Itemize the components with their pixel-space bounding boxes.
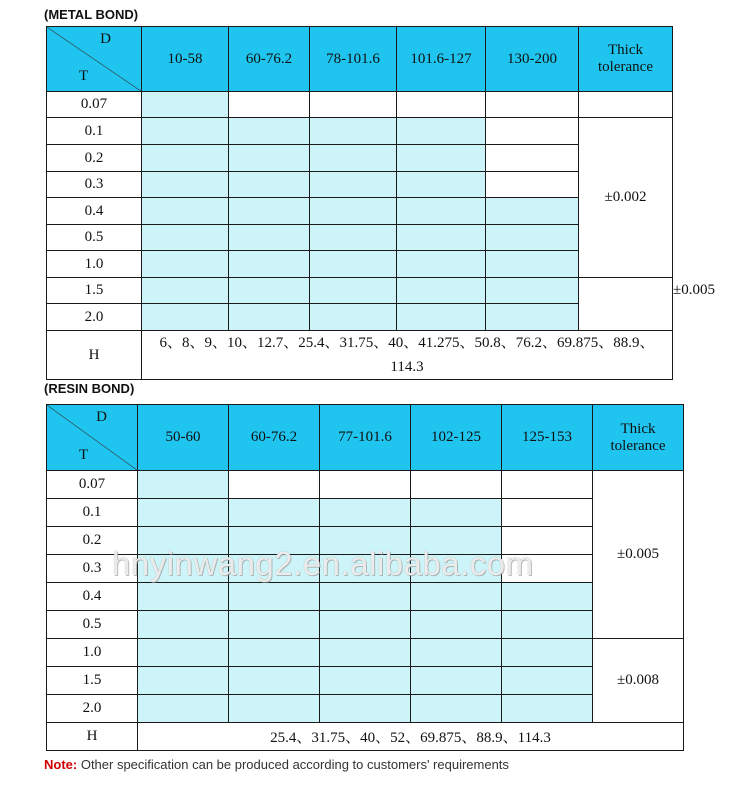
- available-cell: [320, 639, 411, 667]
- empty-cell: [411, 471, 502, 499]
- available-cell: [411, 583, 502, 611]
- available-cell: [502, 611, 593, 639]
- available-cell: [411, 695, 502, 723]
- empty-cell: [486, 172, 579, 198]
- available-cell: [142, 304, 229, 331]
- available-cell: [502, 667, 593, 695]
- empty-cell: [320, 471, 411, 499]
- available-cell: [411, 499, 502, 527]
- h-values: [142, 331, 673, 380]
- available-cell: [229, 583, 320, 611]
- available-cell: [142, 198, 229, 225]
- metal-bond-heading: (METAL BOND): [44, 7, 139, 22]
- metal-bond-table: D T 10-58 60-76.2 78-101.6 101.6-127 130-200 Thick tolerance 0.07 0.1 ±0.002 0.2 0.3 0.4 0.5 1.0 ±0.005 1.5 2.0 H 6、8、9、10、12.7、25.4、31.75、40、41.275、50.8、76.2、69.875、88.9、 114.3: [46, 26, 673, 380]
- thickness-cell: 0.4: [47, 198, 142, 225]
- thickness-cell: 0.3: [47, 172, 142, 198]
- diameter-label: D: [96, 409, 107, 425]
- resin-bond-heading: (RESIN BOND): [44, 381, 135, 396]
- available-cell: [320, 695, 411, 723]
- available-cell: [310, 198, 397, 225]
- available-cell: [229, 198, 310, 225]
- note-label: Note:: [44, 757, 78, 772]
- available-cell: [229, 278, 310, 304]
- available-cell: [138, 611, 229, 639]
- thickness-cell: 2.0: [47, 304, 142, 331]
- available-cell: [486, 251, 579, 278]
- available-cell: [138, 639, 229, 667]
- thickness-label: T: [79, 447, 89, 463]
- thickness-cell: 0.07: [47, 471, 138, 499]
- available-cell: [310, 225, 397, 251]
- thickness-cell: 1.5: [47, 278, 142, 304]
- available-cell: [320, 667, 411, 695]
- thickness-cell: 0.2: [47, 145, 142, 172]
- available-cell: [502, 639, 593, 667]
- thickness-cell: 0.1: [47, 118, 142, 145]
- available-cell: [142, 225, 229, 251]
- available-cell: [142, 92, 229, 118]
- thickness-cell: 0.5: [47, 611, 138, 639]
- available-cell: [320, 611, 411, 639]
- column-header: 78-101.6: [310, 27, 397, 92]
- empty-cell: [502, 471, 593, 499]
- available-cell: [320, 583, 411, 611]
- available-cell: [411, 639, 502, 667]
- available-cell: [486, 225, 579, 251]
- available-cell: [229, 611, 320, 639]
- available-cell: [310, 251, 397, 278]
- available-cell: [229, 225, 310, 251]
- h-values: 25.4、31.75、40、52、69.875、88.9、114.3: [138, 723, 684, 751]
- available-cell: [397, 172, 486, 198]
- note: [44, 757, 509, 772]
- available-cell: [138, 471, 229, 499]
- available-cell: [310, 278, 397, 304]
- watermark: hnyinwang2.en.alibaba.com: [112, 545, 534, 582]
- available-cell: [142, 251, 229, 278]
- header-corner-d-t: [47, 27, 142, 92]
- thickness-cell: 1.5: [47, 667, 138, 695]
- thickness-cell: 2.0: [47, 695, 138, 723]
- available-cell: [229, 172, 310, 198]
- empty-cell: [579, 92, 673, 118]
- empty-cell: [310, 92, 397, 118]
- available-cell: [142, 118, 229, 145]
- available-cell: [310, 304, 397, 331]
- available-cell: [397, 278, 486, 304]
- available-cell: [310, 172, 397, 198]
- empty-cell: [486, 92, 579, 118]
- available-cell: [397, 118, 486, 145]
- diameter-label: D: [100, 31, 111, 47]
- available-cell: [502, 695, 593, 723]
- column-header: 60-76.2: [229, 27, 310, 92]
- available-cell: [229, 118, 310, 145]
- thickness-cell: 0.5: [47, 225, 142, 251]
- column-header: 10-58: [142, 27, 229, 92]
- available-cell: [397, 145, 486, 172]
- available-cell: [229, 499, 320, 527]
- available-cell: [310, 118, 397, 145]
- available-cell: [229, 304, 310, 331]
- column-header: 102-125: [411, 405, 502, 471]
- available-cell: [138, 583, 229, 611]
- column-header: 101.6-127: [397, 27, 486, 92]
- thickness-cell: 0.2: [47, 527, 138, 555]
- available-cell: [397, 251, 486, 278]
- tolerance-header-line: tolerance: [610, 437, 666, 454]
- available-cell: [142, 145, 229, 172]
- tolerance-header-line: tolerance: [598, 59, 653, 75]
- thick-tolerance-header: [593, 405, 684, 471]
- h-label: H: [47, 331, 142, 380]
- available-cell: [486, 278, 579, 304]
- available-cell: [229, 667, 320, 695]
- available-cell: [138, 695, 229, 723]
- empty-cell: [397, 92, 486, 118]
- h-values-line: 6、8、9、10、12.7、25.4、31.75、40、41.275、50.8、76.2、69.875、88.9、: [159, 335, 655, 351]
- available-cell: [229, 695, 320, 723]
- tolerance-value: ±0.005: [593, 471, 684, 639]
- thickness-cell: 0.07: [47, 92, 142, 118]
- tolerance-value: ±0.008: [593, 639, 684, 723]
- available-cell: [411, 611, 502, 639]
- thickness-label: T: [79, 68, 89, 84]
- available-cell: [138, 667, 229, 695]
- column-header: 77-101.6: [320, 405, 411, 471]
- thickness-cell: 0.1: [47, 499, 138, 527]
- available-cell: [486, 198, 579, 225]
- available-cell: [142, 172, 229, 198]
- thickness-cell: 0.4: [47, 583, 138, 611]
- available-cell: [397, 198, 486, 225]
- available-cell: [138, 499, 229, 527]
- thickness-cell: 1.0: [47, 251, 142, 278]
- available-cell: [229, 145, 310, 172]
- column-header: 130-200: [486, 27, 579, 92]
- empty-cell: [486, 118, 579, 145]
- empty-cell: [229, 471, 320, 499]
- note-text: Other specification can be produced according to customers' requirements: [77, 757, 509, 772]
- tolerance-header-line: Thick: [620, 420, 656, 437]
- tolerance-value: ±0.002: [579, 118, 673, 278]
- empty-cell: [502, 499, 593, 527]
- h-values-line: 114.3: [390, 359, 424, 375]
- empty-cell: [486, 145, 579, 172]
- h-label: H: [47, 723, 138, 751]
- column-header: 60-76.2: [229, 405, 320, 471]
- available-cell: [486, 304, 579, 331]
- available-cell: [229, 639, 320, 667]
- tolerance-header-line: Thick: [608, 42, 643, 58]
- available-cell: [320, 499, 411, 527]
- column-header: 125-153: [502, 405, 593, 471]
- thick-tolerance-header: [579, 27, 673, 92]
- thickness-cell: 0.3: [47, 555, 138, 583]
- available-cell: [229, 251, 310, 278]
- empty-cell: [229, 92, 310, 118]
- available-cell: [397, 304, 486, 331]
- available-cell: [502, 583, 593, 611]
- column-header: 50-60: [138, 405, 229, 471]
- available-cell: [142, 278, 229, 304]
- available-cell: [310, 145, 397, 172]
- available-cell: [397, 225, 486, 251]
- thickness-cell: 1.0: [47, 639, 138, 667]
- header-corner-d-t: [47, 405, 138, 471]
- available-cell: [411, 667, 502, 695]
